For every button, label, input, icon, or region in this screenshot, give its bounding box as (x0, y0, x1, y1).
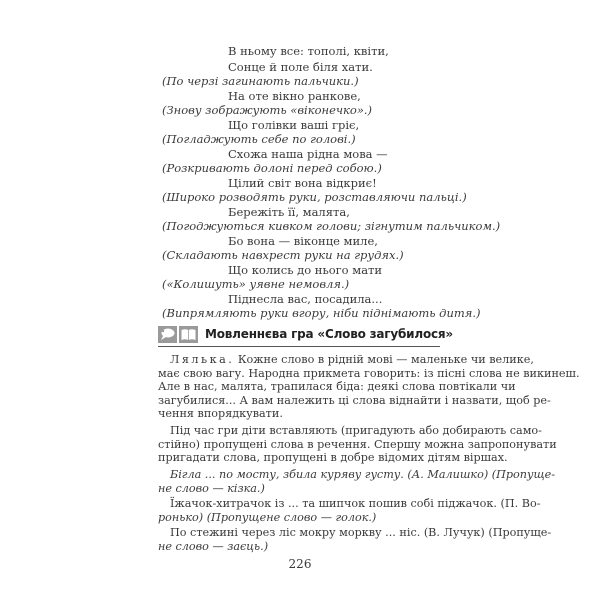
text-line: Лялька. Кожне слово в рідній мові — маленьке чи велике, (170, 353, 534, 366)
text-line: стійно) пропущені слова в речення. Спершу можна запропонувати (158, 437, 557, 451)
poem-line: Що колись до нього мати (228, 263, 383, 277)
stage-direction: (Випрямляють руки вгору, ніби піднімають дитя.) (162, 306, 481, 320)
section-heading (158, 323, 453, 345)
text-line: не слово — заєць.) (158, 539, 269, 553)
heading-underline (158, 346, 440, 347)
poem-line: Бережіть її, малята, (228, 205, 350, 219)
poem-line: Схожа наша рідна мова — (228, 147, 388, 161)
poem-line: Що голівки ваші гріє, (228, 118, 360, 132)
stage-direction: (Розкривають долоні перед собою.) (162, 161, 382, 175)
speaker-label: Лялька. (170, 353, 235, 366)
paragraph-instructions (158, 424, 557, 465)
stage-direction: (По черзі загинають пальчики.) (162, 74, 359, 88)
example-sentence (158, 468, 556, 495)
text-line: пригадати слова, пропущені в добре відомих дітям віршах. (158, 451, 508, 465)
text-line: чення впорядкувати. (158, 407, 283, 421)
poem-line: На оте вікно ранкове, (228, 89, 361, 103)
text-line: Але в нас, малята, трапилася біда: деякі слова повтікали чи (158, 380, 516, 394)
text-line: має свою вагу. Народна прикмета говорить: із пісні слова не викинеш. (158, 366, 580, 380)
poem-line: Сонце й поле біля хати. (228, 60, 373, 74)
section-title: Мовленнєва гра «Слово загубилося» (205, 327, 453, 341)
page-number: 226 (288, 557, 312, 571)
stage-direction: («Колишуть» уявне немовля.) (162, 277, 350, 291)
stage-direction: (Складають навхрест руки на грудях.) (162, 248, 404, 262)
poem-line: Бо вона — віконце миле, (228, 234, 378, 248)
text-line: не слово — кізка.) (158, 481, 265, 495)
text-line: ронько) (Пропущене слово — голок.) (158, 510, 377, 524)
speech-bubble-icon (158, 326, 177, 343)
example-sentence (158, 497, 541, 524)
text-line: Їжачок-хитрачок із ... та шипчок пошив собі піджачок. (П. Во- (170, 497, 541, 510)
stage-direction: (Знову зображують «віконечко».) (162, 103, 372, 117)
poem-line: В ньому все: тополі, квіти, (228, 44, 389, 58)
stage-direction: (Погоджуються кивком голови; зігнутим пальчиком.) (162, 219, 501, 233)
book-icon (179, 326, 198, 343)
poem-line: Цілий світ вона відкриє! (228, 176, 377, 190)
stage-direction: (Погладжують себе по голові.) (162, 132, 356, 146)
text-line: Бігла ... по мосту, збила куряву густу. (А. Малишко) (Пропуще- (170, 468, 556, 481)
poem-line: Піднесла вас, посадила... (228, 292, 383, 306)
example-sentence (158, 526, 552, 553)
paragraph-intro (158, 353, 580, 421)
text-line: По стежині через ліс мокру моркву ... ніс. (В. Лучук) (Пропуще- (170, 526, 552, 539)
text-line: загубилися... А вам належить ці слова віднайти і назвати, щоб ре- (158, 393, 551, 407)
stage-direction: (Широко розводять руки, розставляючи пальці.) (162, 190, 467, 204)
text-line: Під час гри діти вставляють (пригадують або добирають само- (170, 424, 542, 437)
